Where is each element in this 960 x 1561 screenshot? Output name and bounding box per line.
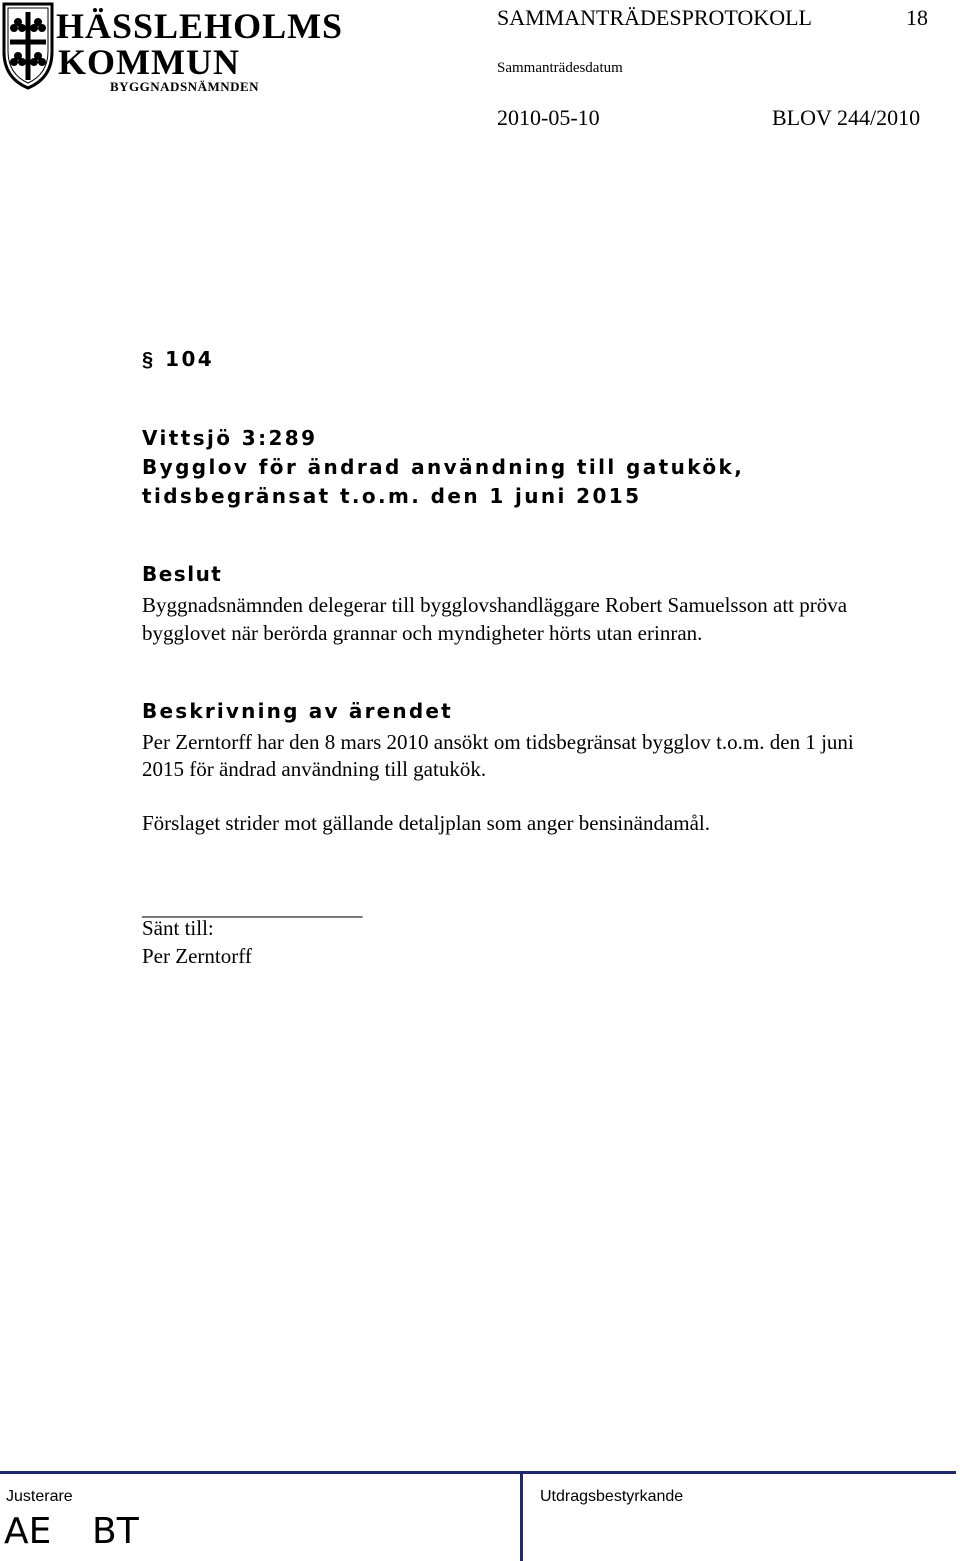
paragraph-mark: § — [142, 349, 154, 371]
page-number: 18 — [906, 5, 928, 30]
footer-divider — [520, 1471, 523, 1561]
distribution-separator: _____________________ — [142, 896, 363, 920]
sent-to-recipient: Per Zerntorff — [142, 944, 252, 968]
footer-rule — [0, 1471, 956, 1474]
section-title-line-3: tidsbegränsat t.o.m. den 1 juni 2015 — [142, 484, 642, 508]
section-title-line-1: Vittsjö 3:289 — [142, 426, 318, 450]
section-title-line-2: Bygglov för ändrad användning till gatukök, — [142, 455, 745, 479]
justerare-initials-1: AE — [4, 1511, 52, 1552]
logo-line-2: KOMMUN — [58, 42, 240, 82]
meeting-date: 2010-05-10 — [497, 105, 600, 130]
utdragsbestyrkande-label: Utdragsbestyrkande — [540, 1488, 684, 1505]
section-number — [142, 345, 214, 375]
section-number-value: 104 — [165, 347, 215, 371]
meeting-date-label: Sammanträdesdatum — [497, 60, 623, 76]
sent-to-label: Sänt till: — [142, 916, 214, 940]
logo-line-3: BYGGNADSNÄMNDEN — [110, 79, 260, 94]
municipality-logo — [0, 0, 344, 95]
document-title: SAMMANTRÄDESPROTOKOLL — [497, 5, 812, 30]
case-reference: BLOV 244/2010 — [772, 105, 921, 130]
logo-line-1: HÄSSLEHOLMS — [56, 6, 344, 46]
beskrivning-text-line-1: Per Zerntorff har den 8 mars 2010 ansökt om tidsbegränsat bygglov t.o.m. den 1 juni — [142, 730, 854, 754]
beslut-text-line-2: bygglovet när berörda grannar och myndigheter hörts utan erinran. — [142, 621, 703, 645]
beskrivning-heading: Beskrivning av ärendet — [142, 699, 453, 723]
municipal-crest-icon — [0, 0, 56, 92]
justerare-label: Justerare — [6, 1488, 73, 1505]
beskrivning-text-line-3: Förslaget strider mot gällande detaljplan som anger bensinändamål. — [142, 811, 711, 835]
beslut-text-line-1: Byggnadsnämnden delegerar till bygglovshandläggare Robert Samuelsson att pröva — [142, 593, 848, 617]
justerare-initials-2: BT — [92, 1511, 139, 1552]
beskrivning-text-line-2: 2015 för ändrad användning till gatukök. — [142, 757, 487, 781]
beslut-heading: Beslut — [142, 562, 223, 586]
